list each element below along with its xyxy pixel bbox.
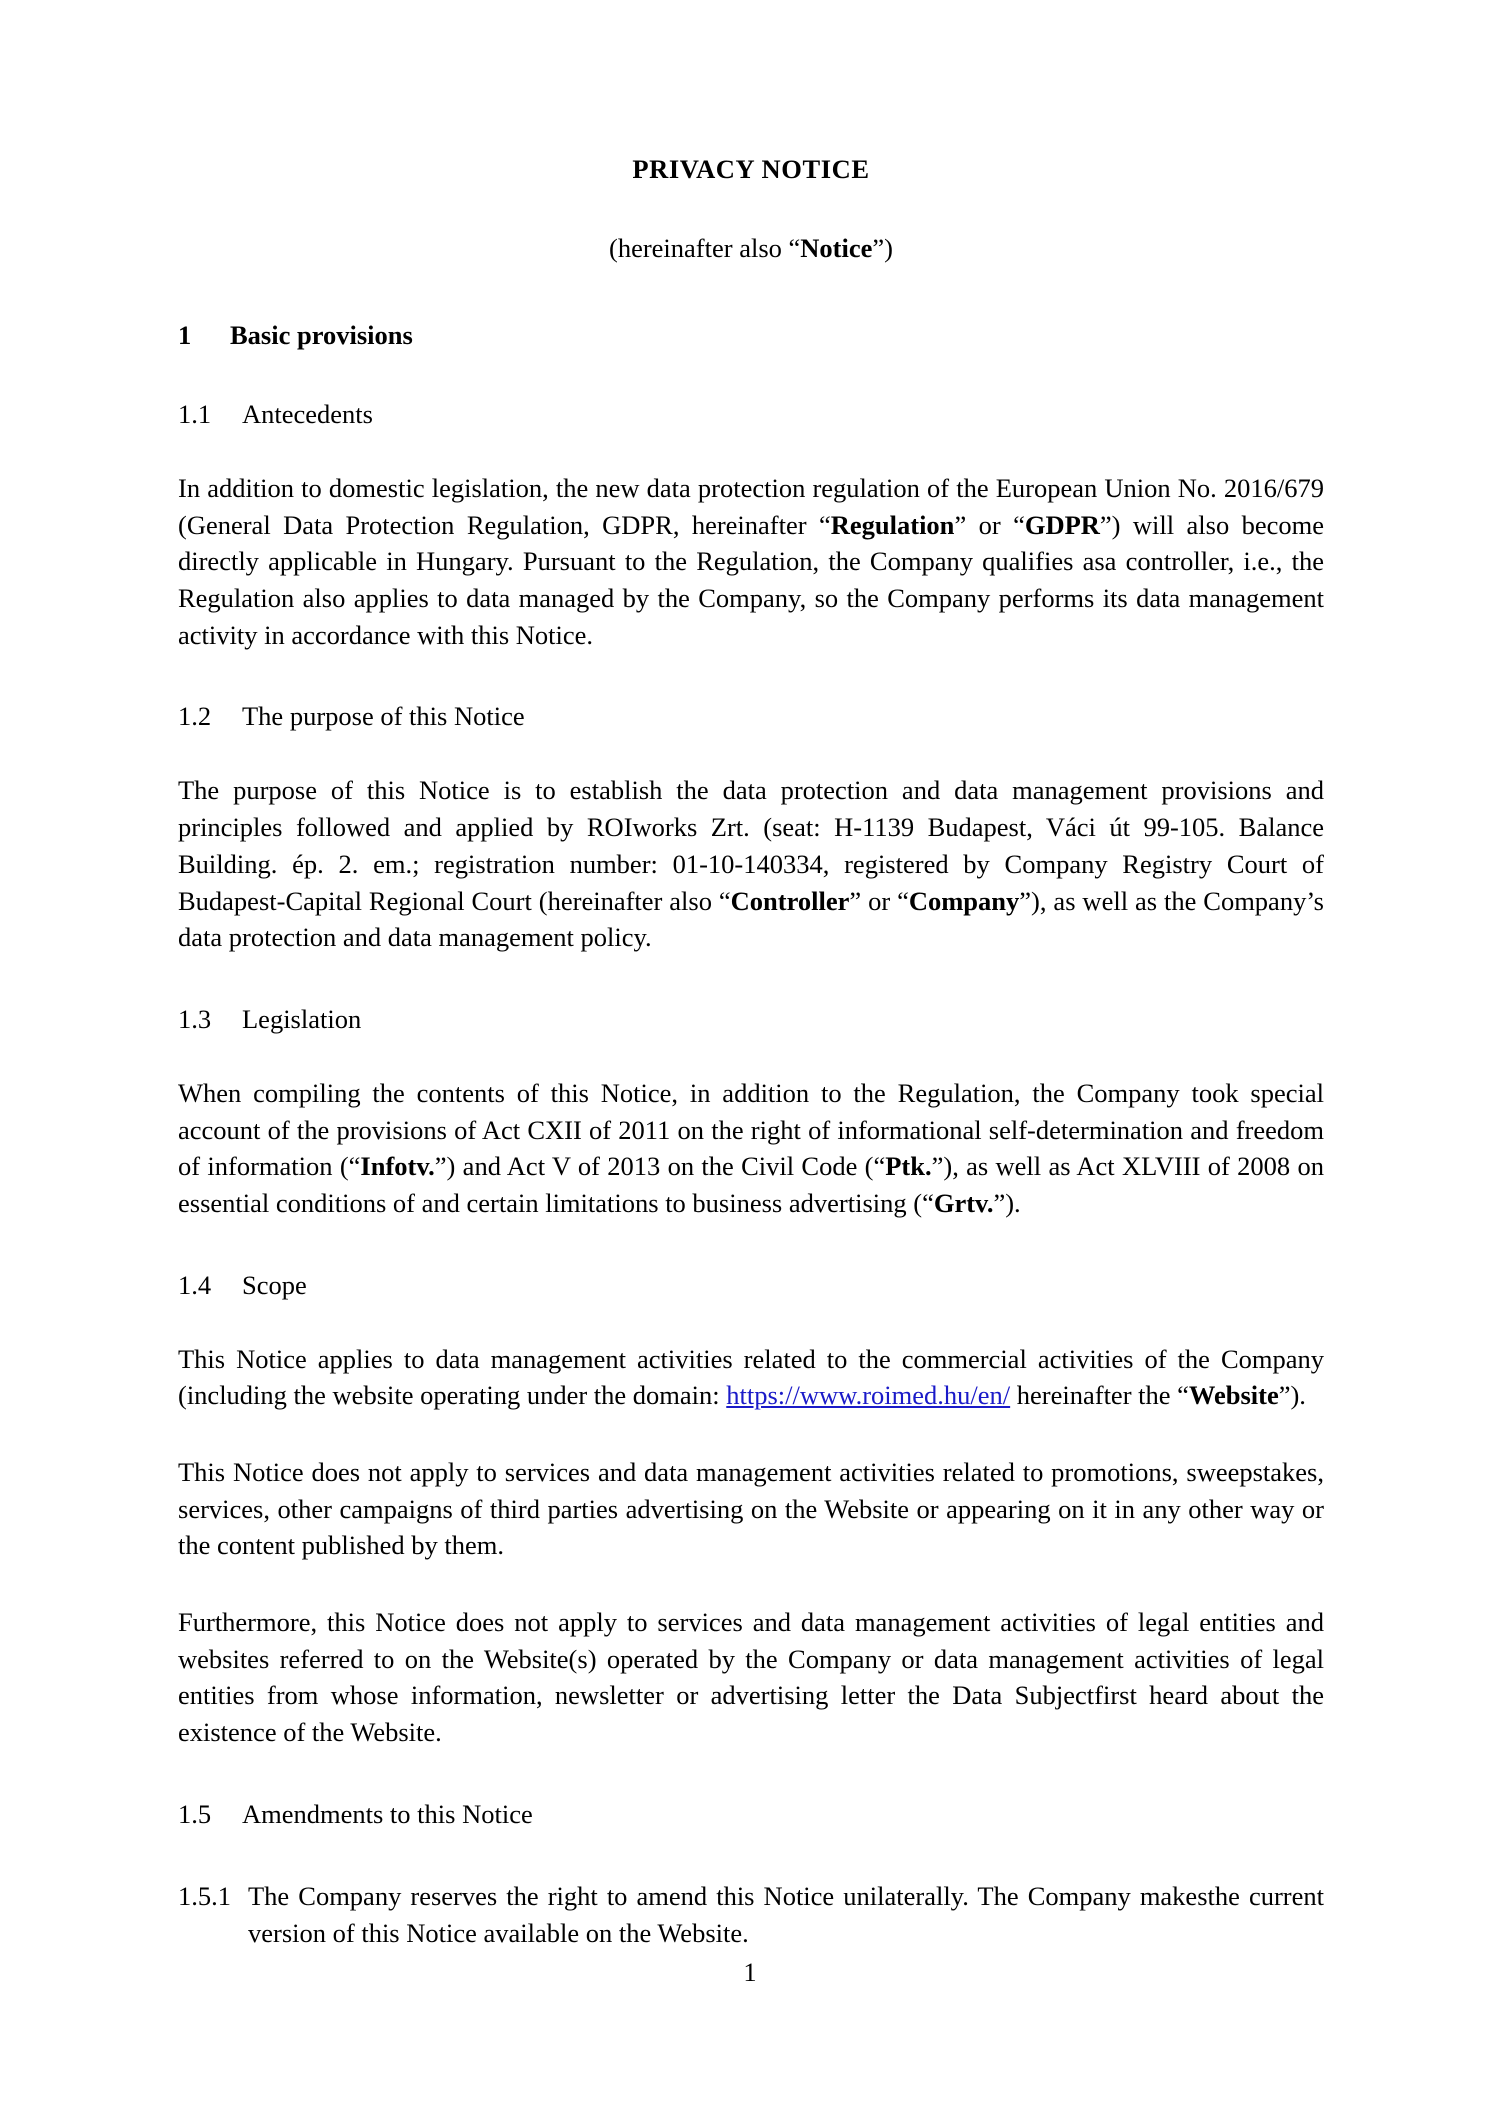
heading-1-4-label: Scope xyxy=(242,1269,307,1300)
paragraph-text: ”), as well as the Company’s data protection and data management policy. xyxy=(178,885,1324,953)
paragraph-text: ”). xyxy=(1278,1380,1306,1411)
heading-1-4-number: 1.4 xyxy=(178,1269,212,1300)
heading-1-basic-provisions xyxy=(178,264,1324,351)
document-title: PRIVACY NOTICE xyxy=(632,154,870,184)
defined-term-regulation: Regulation xyxy=(830,509,955,540)
paragraph-text: This Notice applies to data management activities related to the commercial activities of the Company (including the website operating under the domain: xyxy=(178,1343,1324,1411)
defined-term-gdpr: GDPR xyxy=(1024,509,1100,540)
paragraph-text: ”) and Act V of 2013 on the Civil Code (“ xyxy=(434,1151,886,1182)
defined-term-grtv: Grtv. xyxy=(933,1187,994,1218)
paragraph-text: When compiling the contents of this Notice, in addition to the Regulation, the Company took special account of the provisions of Act CXII of 2011 on the right of informational self-determination and freedom of information (“ xyxy=(178,1077,1324,1182)
clause-1-5-1-number: 1.5.1 xyxy=(178,1880,231,1911)
paragraph-text: hereinafter the “ xyxy=(1010,1380,1189,1411)
defined-term-website: Website xyxy=(1188,1380,1279,1411)
defined-term-infotv: Infotv. xyxy=(360,1151,435,1182)
heading-1-2-label: The purpose of this Notice xyxy=(242,701,525,732)
heading-1-3-legislation xyxy=(178,956,1324,1035)
paragraph-1-4-c: Furthermore, this Notice does not apply to services and data management activities of legal entities and websites referred to on the Website(s) operated by the Company or data management activities of legal entities from whose information, newsletter or advertising letter the Data Subjectfirst heard about the existence of the Website. xyxy=(178,1607,1324,1748)
heading-1-2-purpose xyxy=(178,653,1324,732)
paragraph-1-4-a xyxy=(178,1301,1324,1414)
paragraph-1-2 xyxy=(178,732,1324,955)
paragraph-1-4-b: This Notice does not apply to services and data management activities related to promotions, sweepstakes, services, other campaigns of third parties advertising on the Website or appearing on it in any other way or the content published by them. xyxy=(178,1457,1324,1561)
paragraph-text: ” or “ xyxy=(954,509,1025,540)
heading-1-4-scope xyxy=(178,1222,1324,1301)
heading-1-2-number: 1.2 xyxy=(178,701,212,732)
paragraph-text: ”), as well as Act XLVIII of 2008 on essential conditions of and certain limitations to business advertising (“ xyxy=(178,1151,1324,1218)
document-subtitle xyxy=(178,185,1324,264)
document-content xyxy=(178,150,1324,1951)
heading-1-label: Basic provisions xyxy=(230,320,413,350)
heading-1-1-label: Antecedents xyxy=(242,399,373,429)
heading-1-5-label: Amendments to this Notice xyxy=(242,1798,533,1829)
clause-1-5-1-text: The Company reserves the right to amend this Notice unilaterally. The Company makesthe current version of this Notice available on the Website. xyxy=(248,1880,1324,1948)
heading-1-1-antecedents xyxy=(178,351,1324,430)
heading-1-3-number: 1.3 xyxy=(178,1003,212,1034)
defined-term-ptk: Ptk. xyxy=(885,1151,932,1182)
heading-1-number: 1 xyxy=(178,320,192,350)
website-link[interactable]: https://www.roimed.hu/en/ xyxy=(726,1380,1011,1411)
paragraph-text: ” or “ xyxy=(849,885,909,916)
heading-1-5-amendments xyxy=(178,1751,1324,1830)
subtitle-suffix: ”) xyxy=(872,233,893,263)
subtitle-defined-term: Notice xyxy=(800,233,873,263)
heading-1-1-number: 1.1 xyxy=(178,399,212,429)
subtitle-prefix: (hereinafter also “ xyxy=(609,233,801,263)
page-number: 1 xyxy=(743,1957,757,1987)
paragraph-text: In addition to domestic legislation, the new data protection regulation of the European Union No. 2016/679 (General Data Protection Regulation, GDPR, hereinafter “ xyxy=(178,473,1324,540)
paragraph-text: The purpose of this Notice is to establish the data protection and data management provisions and principles followed and applied by ROIworks Zrt. (seat: H-1139 Budapest, Váci út 99-105. Balance Building. ép. 2. em.; registration number: 01-10-140334, registered by Company Registry Court of Budapest-Capital Regional Court (hereinafter also “ xyxy=(178,775,1324,916)
paragraph-text: ”) will also become directly applicable in Hungary. Pursuant to the Regulation, the Company qualifies asa controller, i.e., the Regulation also applies to data managed by the Company, so the Company performs its data management activity in accordance with this Notice. xyxy=(178,509,1324,650)
paragraph-1-3 xyxy=(178,1035,1324,1222)
paragraph-1-1 xyxy=(178,430,1324,653)
defined-term-controller: Controller xyxy=(730,885,850,916)
paragraph-text: ”). xyxy=(993,1187,1021,1218)
heading-1-5-number: 1.5 xyxy=(178,1798,212,1829)
heading-1-3-label: Legislation xyxy=(242,1003,362,1034)
defined-term-company: Company xyxy=(908,885,1020,916)
clause-1-5-1 xyxy=(178,1830,1324,1951)
